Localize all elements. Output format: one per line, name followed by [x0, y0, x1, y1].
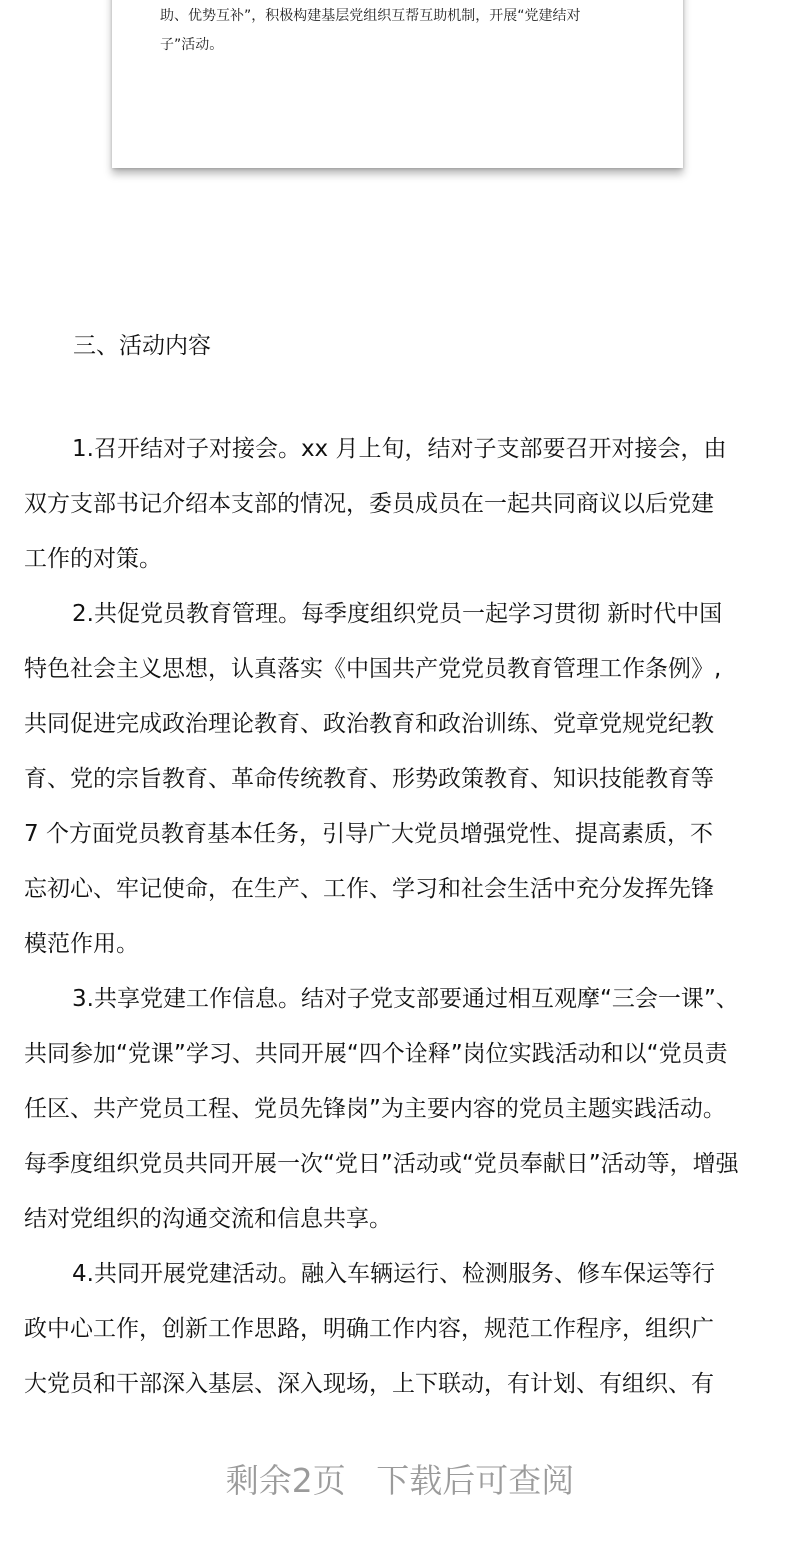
paragraph-4-line: 政中心工作，创新工作思路，明确工作内容，规范工作程序，组织广 [24, 1316, 714, 1342]
preview-line: 子”活动。 [160, 37, 224, 53]
paragraph-3-line: 共同参加“党课”学习、共同开展“四个诠释”岗位实践活动和以“党员责 [24, 1041, 728, 1067]
paragraph-2-line: 模范作用。 [24, 931, 139, 957]
paragraph-1-line: 1.召开结对子对接会。xx 月上旬，结对子支部要召开对接会，由 [72, 436, 727, 462]
paragraph-1-line: 工作的对策。 [24, 546, 162, 572]
paragraph-2-line: 7 个方面党员教育基本任务，引导广大党员增强党性、提高素质，不 [24, 821, 713, 847]
paragraph-1-line: 双方支部书记介绍本支部的情况，委员成员在一起共同商议以后党建 [24, 491, 714, 517]
paragraph-3-line: 任区、共产党员工程、党员先锋岗”为主要内容的党员主题实践活动。 [24, 1096, 726, 1122]
paragraph-4-line: 大党员和干部深入基层、深入现场，上下联动，有计划、有组织、有 [24, 1371, 714, 1397]
paragraph-2-line: 2.共促党员教育管理。每季度组织党员一起学习贯彻 新时代中国 [72, 601, 723, 627]
preview-line: 助、优势互补”，积极构建基层党组织互帮互助机制，开展“党建结对 [160, 8, 581, 24]
paragraph-2-line: 特色社会主义思想，认真落实《中国共产党党员教育管理工作条例》, [24, 656, 722, 682]
section-heading: 三、活动内容 [73, 333, 211, 359]
paragraph-2-line: 育、党的宗旨教育、革命传统教育、形势政策教育、知识技能教育等 [24, 766, 714, 792]
paragraph-4-line: 4.共同开展党建活动。融入车辆运行、检测服务、修车保运等行 [72, 1261, 715, 1287]
previous-page-preview [112, 0, 683, 168]
paragraph-2-line: 共同促进完成政治理论教育、政治教育和政治训练、党章党规党纪教 [24, 711, 714, 737]
paragraph-3-line: 每季度组织党员共同开展一次“党日”活动或“党员奉献日”活动等，增强 [24, 1151, 739, 1177]
paragraph-2-line: 忘初心、牢记使命，在生产、工作、学习和社会生活中充分发挥先锋 [24, 876, 714, 902]
paragraph-3-line: 3.共享党建工作信息。结对子党支部要通过相互观摩“三会一课”、 [72, 986, 739, 1012]
paragraph-3-line: 结对党组织的沟通交流和信息共享。 [24, 1206, 392, 1232]
document-body [24, 422, 784, 1412]
remaining-pages-banner[interactable]: 剩余2页 下载后可查阅 [225, 1461, 575, 1500]
preview-text [160, 0, 649, 60]
